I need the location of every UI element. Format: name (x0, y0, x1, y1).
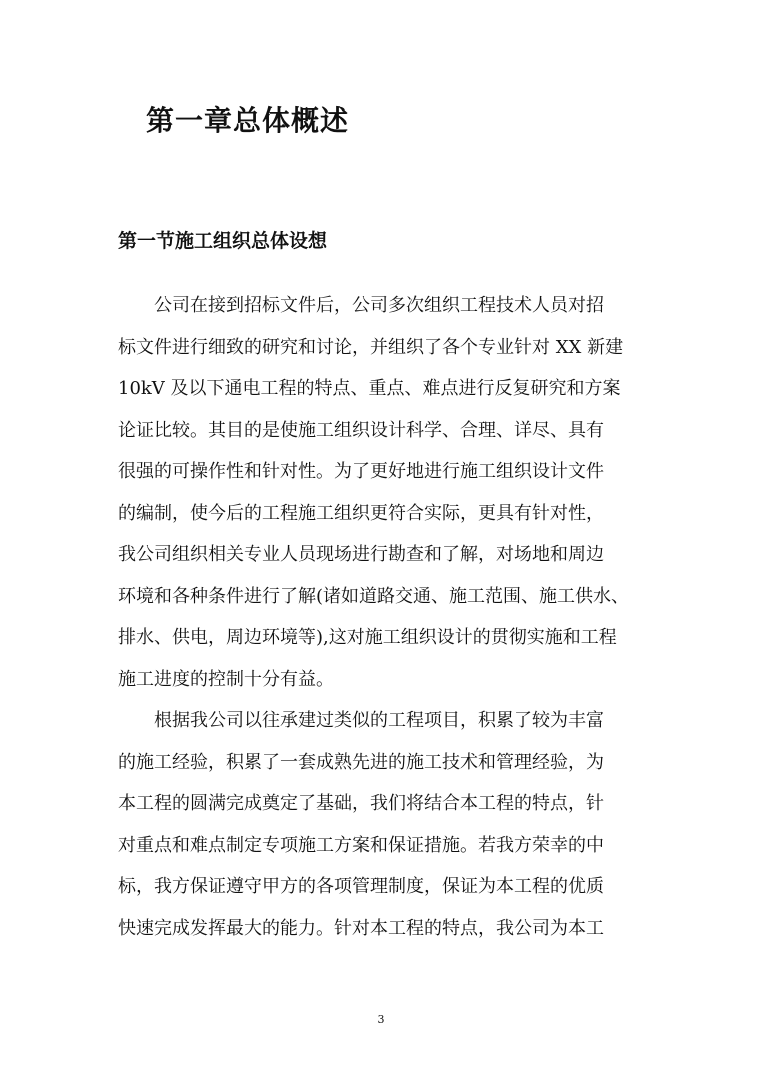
chapter-title: 第一章总体概述 (146, 104, 350, 137)
paragraph-line: 我公司组织相关专业人员现场进行勘查和了解，对场地和周边 (118, 544, 604, 565)
paragraph-line: 环境和各种条件进行了解(诸如道路交通、施工范围、施工供水、 (118, 586, 630, 607)
paragraph-line: 快速完成发挥最大的能力。针对本工程的特点，我公司为本工 (118, 918, 604, 939)
page-number: 3 (377, 1013, 385, 1026)
paragraph-line: 排水、供电，周边环境等),这对施工组织设计的贯彻实施和工程 (118, 627, 617, 648)
paragraph-line: 对重点和难点制定专项施工方案和保证措施。若我方荣幸的中 (118, 835, 604, 856)
paragraph-line: 的施工经验，积累了一套成熟先进的施工技术和管理经验，为 (118, 752, 604, 773)
paragraph-line: 标，我方保证遵守甲方的各项管理制度，保证为本工程的优质 (118, 876, 604, 897)
paragraph-line: 标文件进行细致的研究和讨论，并组织了各个专业针对 XX 新建 (118, 337, 624, 358)
paragraph-line: 论证比较。其目的是使施工组织设计科学、合理、详尽、具有 (118, 420, 604, 441)
paragraph-line: 根据我公司以往承建过类似的工程项目，积累了较为丰富 (154, 710, 604, 731)
paragraph-line: 很强的可操作性和针对性。为了更好地进行施工组织设计文件 (118, 461, 604, 482)
paragraph-line: 本工程的圆满完成奠定了基础，我们将结合本工程的特点，针 (118, 793, 604, 814)
paragraph-line: 10kV 及以下通电工程的特点、重点、难点进行反复研究和方案 (118, 378, 621, 399)
paragraph-line: 的编制，使今后的工程施工组织更符合实际，更具有针对性， (118, 503, 604, 524)
paragraph-line: 施工进度的控制十分有益。 (118, 669, 334, 690)
section-title: 第一节施工组织总体设想 (118, 230, 328, 252)
paragraph-line: 公司在接到招标文件后，公司多次组织工程技术人员对招 (154, 295, 604, 316)
